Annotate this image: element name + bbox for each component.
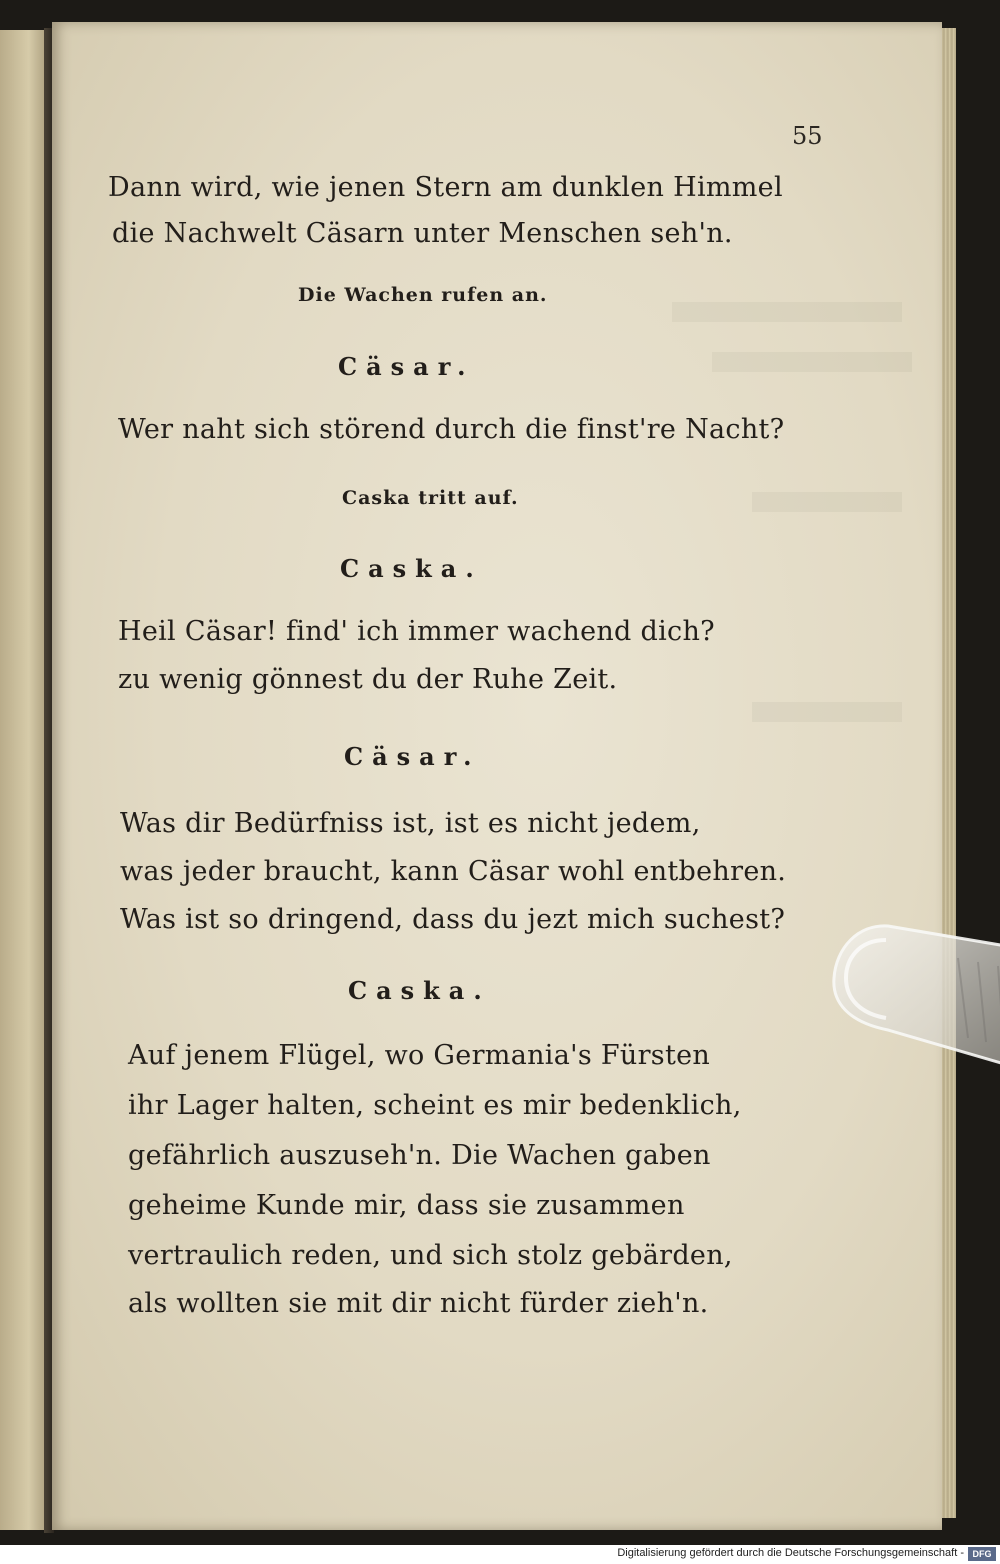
speaker-name: Cäsar. — [344, 742, 481, 771]
stage-direction: Caska tritt auf. — [342, 487, 519, 509]
dfg-logo: DFG — [968, 1547, 996, 1561]
stage-direction: Die Wachen rufen an. — [298, 284, 548, 306]
verse-line: Dann wird, wie jenen Stern am dunklen Himmel — [108, 172, 783, 203]
page-clip-icon — [828, 918, 1000, 1068]
verse-line: vertraulich reden, und sich stolz gebärden, — [128, 1240, 733, 1271]
digitization-footer — [0, 1545, 1000, 1564]
show-through — [672, 302, 902, 322]
footer-credit: Digitalisierung gefördert durch die Deutsche Forschungsgemeinschaft - — [617, 1547, 964, 1559]
verse-line: ihr Lager halten, scheint es mir bedenklich, — [128, 1090, 742, 1121]
verse-line: Was ist so dringend, dass du jezt mich suchest? — [120, 904, 786, 935]
verse-line: Was dir Bedürfniss ist, ist es nicht jedem, — [120, 808, 701, 839]
verse-line: Heil Cäsar! find' ich immer wachend dich? — [118, 616, 715, 647]
show-through — [752, 702, 902, 722]
page-number: 55 — [792, 122, 823, 150]
verse-line: zu wenig gönnest du der Ruhe Zeit. — [118, 664, 618, 695]
show-through — [752, 492, 902, 512]
speaker-name: Cäsar. — [338, 352, 475, 381]
speaker-name: Caska. — [348, 976, 491, 1005]
verse-line: gefährlich auszuseh'n. Die Wachen gaben — [128, 1140, 711, 1171]
facing-page-edge — [0, 30, 48, 1530]
speaker-name: Caska. — [340, 554, 483, 583]
verse-line: die Nachwelt Cäsarn unter Menschen seh'n. — [112, 218, 733, 249]
verse-line: Wer naht sich störend durch die finst're Nacht? — [118, 414, 785, 445]
show-through — [712, 352, 912, 372]
verse-line: Auf jenem Flügel, wo Germania's Fürsten — [128, 1040, 711, 1071]
verse-line: geheime Kunde mir, dass sie zusammen — [128, 1190, 685, 1221]
book-page — [52, 22, 942, 1530]
verse-line: was jeder braucht, kann Cäsar wohl entbehren. — [120, 856, 787, 887]
verse-line: als wollten sie mit dir nicht fürder zieh'n. — [128, 1288, 709, 1319]
